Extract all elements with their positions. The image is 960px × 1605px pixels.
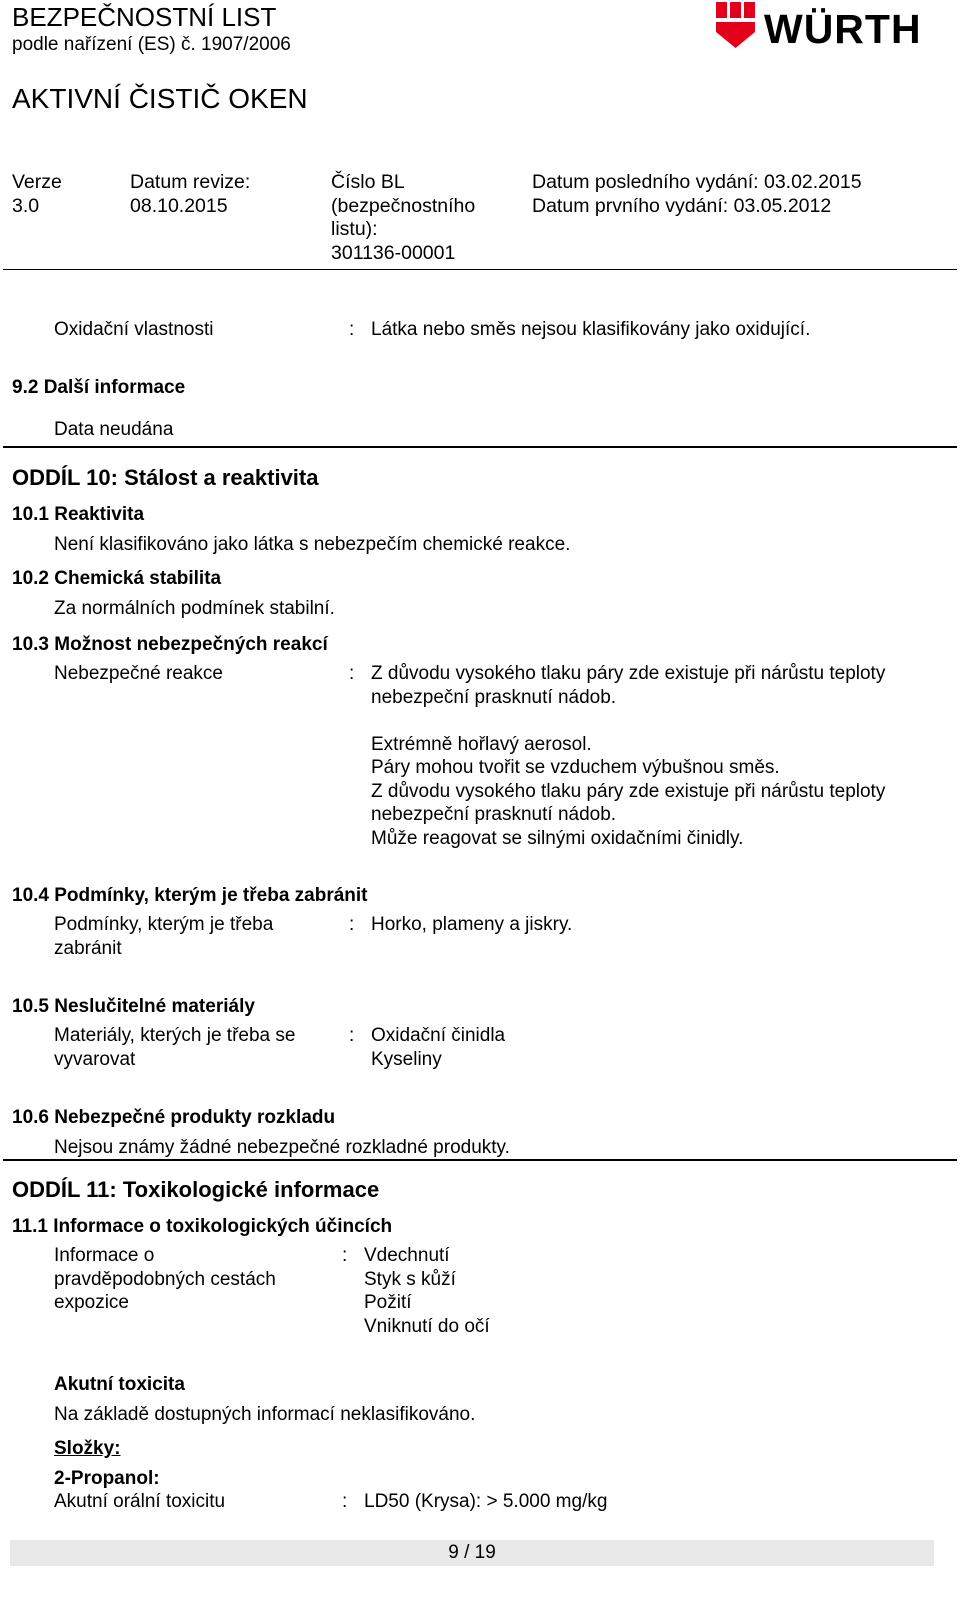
hazard-line: nebezpeční prasknutí nádob. bbox=[371, 804, 617, 825]
hazard-line: Extrémně hořlavý aerosol. bbox=[371, 733, 592, 755]
section-11-divider bbox=[3, 1159, 957, 1161]
conditions-label-line: Podmínky, kterým je třeba bbox=[54, 914, 274, 935]
sds-number-value: 301136-00001 bbox=[331, 241, 456, 264]
subsection-11-1-title: 11.1 Informace o toxikologických účincích bbox=[12, 1216, 393, 1237]
issue-dates-block bbox=[532, 171, 862, 218]
page-footer bbox=[10, 1540, 934, 1566]
exposure-route: Styk s kůží bbox=[364, 1268, 456, 1290]
exposure-routes-value bbox=[364, 1244, 490, 1338]
oral-toxicity-value: LD50 (Krysa): > 5.000 mg/kg bbox=[364, 1491, 608, 1512]
hazard-spacer bbox=[371, 709, 885, 733]
revision-value: 08.10.2015 bbox=[130, 194, 228, 217]
hazard-line: Páry mohou tvořit se vzduchem výbušnou směs. bbox=[371, 757, 780, 778]
subsection-10-3-title: 10.3 Možnost nebezpečných reakcí bbox=[12, 634, 328, 655]
exposure-routes-label bbox=[54, 1244, 276, 1315]
subsection-10-6-text: Nejsou známy žádné nebezpečné rozkladné produkty. bbox=[54, 1137, 510, 1158]
component-name: 2-Propanol: bbox=[54, 1468, 160, 1489]
subsection-10-6-title: 10.6 Nebezpečné produkty rozkladu bbox=[12, 1107, 336, 1128]
incompatible-colon: : bbox=[349, 1025, 355, 1046]
oxidation-label: Oxidační vlastnosti bbox=[54, 319, 214, 340]
logo-wordmark: WÜRTH bbox=[764, 6, 922, 52]
hazard-line: nebezpeční prasknutí nádob. bbox=[371, 686, 617, 708]
version-label: Verze bbox=[12, 171, 62, 193]
oral-toxicity-colon: : bbox=[342, 1491, 348, 1512]
sds-label-line3: listu): bbox=[331, 218, 378, 240]
revision-label: Datum revize: bbox=[130, 171, 251, 193]
subsection-10-1-title: 10.1 Reaktivita bbox=[12, 504, 145, 525]
sds-label-line1: Číslo BL bbox=[331, 171, 405, 193]
exposure-label-line: pravděpodobných cestách bbox=[54, 1268, 276, 1290]
subsection-10-4-title: 10.4 Podmínky, kterým je třeba zabránit bbox=[12, 885, 368, 906]
wurth-logo bbox=[714, 2, 934, 52]
exposure-label-line: expozice bbox=[54, 1292, 129, 1313]
conditions-to-avoid-value: Horko, plameny a jiskry. bbox=[371, 914, 573, 935]
section-11-title: ODDÍL 11: Toxikologické informace bbox=[12, 1177, 380, 1202]
exposure-route: Vniknutí do očí bbox=[364, 1315, 490, 1337]
material-item: Kyseliny bbox=[371, 1048, 442, 1070]
subsection-10-5-title: 10.5 Neslučitelné materiály bbox=[12, 996, 255, 1017]
first-issue-date: Datum prvního vydání: 03.05.2012 bbox=[532, 194, 832, 217]
page-number: 9 / 19 bbox=[448, 1542, 496, 1563]
last-issue-date: Datum posledního vydání: 03.02.2015 bbox=[532, 171, 862, 193]
version-value: 3.0 bbox=[12, 194, 40, 217]
acute-toxicity-text: Na základě dostupných informací neklasifikováno. bbox=[54, 1404, 476, 1425]
version-block bbox=[12, 171, 62, 218]
sds-number-block bbox=[331, 171, 475, 265]
oxidation-colon: : bbox=[349, 319, 355, 340]
section-10-title: ODDÍL 10: Stálost a reaktivita bbox=[12, 465, 319, 490]
subsection-9-2-text: Data neudána bbox=[54, 419, 174, 440]
exposure-route: Vdechnutí bbox=[364, 1245, 450, 1266]
oxidation-value: Látka nebo směs nejsou klasifikovány jako oxidující. bbox=[371, 319, 811, 340]
section-10-divider bbox=[3, 446, 957, 448]
header-divider bbox=[3, 269, 957, 270]
subsection-10-1-text: Není klasifikováno jako látka s nebezpečím chemické reakce. bbox=[54, 534, 571, 555]
regulation-reference: podle nařízení (ES) č. 1907/2006 bbox=[12, 34, 291, 55]
hazardous-reactions-label: Nebezpečné reakce bbox=[54, 663, 223, 684]
sds-label-line2: (bezpečnostního bbox=[331, 194, 476, 217]
incompatible-materials-label bbox=[54, 1024, 295, 1071]
acute-toxicity-title: Akutní toxicita bbox=[54, 1374, 185, 1395]
oral-toxicity-label: Akutní orální toxicitu bbox=[54, 1491, 226, 1512]
hazardous-reactions-colon: : bbox=[349, 663, 355, 684]
subsection-9-2-title: 9.2 Další informace bbox=[12, 377, 186, 398]
exposure-label-line: Informace o bbox=[54, 1245, 155, 1266]
materials-label-line: vyvarovat bbox=[54, 1048, 136, 1070]
components-title: Složky: bbox=[54, 1438, 121, 1459]
exposure-route: Požití bbox=[364, 1292, 412, 1313]
conditions-to-avoid-label bbox=[54, 913, 273, 960]
hazardous-reactions-value bbox=[371, 662, 885, 850]
conditions-colon: : bbox=[349, 914, 355, 935]
material-item: Oxidační činidla bbox=[371, 1025, 506, 1046]
product-name: AKTIVNÍ ČISTIČ OKEN bbox=[12, 83, 308, 114]
subsection-10-2-text: Za normálních podmínek stabilní. bbox=[54, 598, 335, 619]
incompatible-materials-value bbox=[371, 1024, 505, 1071]
hazard-line: Z důvodu vysokého tlaku páry zde existuje při nárůstu teploty bbox=[371, 780, 886, 802]
conditions-label-line: zabránit bbox=[54, 937, 122, 959]
subsection-10-2-title: 10.2 Chemická stabilita bbox=[12, 568, 222, 589]
document-title: BEZPEČNOSTNÍ LIST bbox=[12, 2, 277, 32]
exposure-colon: : bbox=[342, 1245, 348, 1266]
materials-label-line: Materiály, kterých je třeba se bbox=[54, 1025, 296, 1046]
wurth-logo-mark-icon bbox=[714, 2, 758, 50]
hazard-line: Z důvodu vysokého tlaku páry zde existuje při nárůstu teploty bbox=[371, 663, 886, 684]
revision-block bbox=[130, 171, 250, 218]
hazard-line: Může reagovat se silnými oxidačními činidly. bbox=[371, 827, 744, 849]
